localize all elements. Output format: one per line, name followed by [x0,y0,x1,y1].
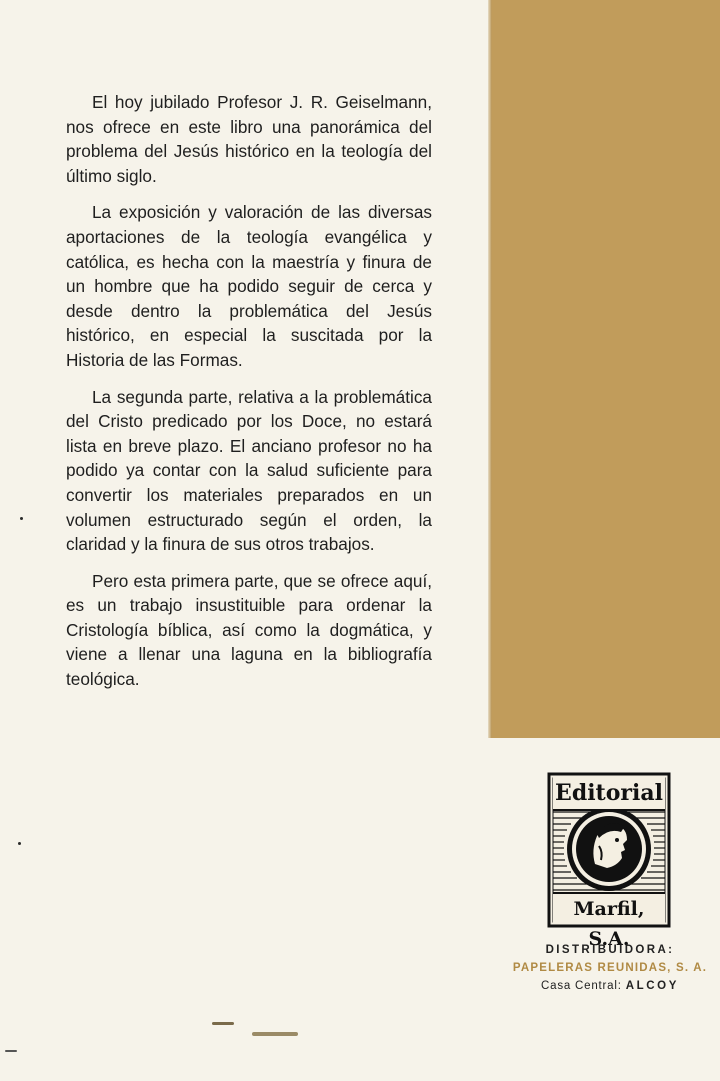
logo-bottom-text: Marfil, S.A. [553,892,665,924]
band-edge [488,0,492,738]
paragraph-text: El hoy jubilado Profesor J. R. Geiselmann, nos ofrece en este libro una panorámica del problema del Jesús histórico en la teología del último siglo. [66,92,432,186]
distributor-company: PAPELERAS REUNIDAS, S. A. [512,962,708,974]
publisher-logo [547,772,671,950]
blurb-text [66,90,432,704]
paragraph-text: La segunda parte, relativa a la problemática del Cristo predicado por los Doce, no estará lista en breve plazo. El anciano profesor no ha podido ya contar con la salud suficiente para convertir los materiales preparados en un volumen estructurado según el orden, la claridad y la finura de sus otros trabajos. [66,386,432,555]
blurb-paragraph-2 [66,200,432,372]
hq-label: Casa Central: [541,980,622,992]
logo-top-text: Editorial [553,777,665,811]
blurb-paragraph-1 [66,90,432,188]
hq-city: ALCOY [625,980,679,992]
paper-stain [252,1032,298,1036]
paper-speck [18,842,21,845]
blurb-paragraph-3 [66,385,432,557]
distributor-hq [500,980,720,992]
paragraph-text: La exposición y valoración de las diversas aportaciones de la teología evangélica y católica, es hecha con la maestría y finura de un hombre que ha podido seguir de cerca y desde dentro la problemática del Jesús histórico, en especial la suscitada por la Historia de las Formas. [66,202,432,370]
paper-stain [5,1050,17,1052]
paper-stain [212,1022,234,1025]
paper-speck [20,517,23,520]
ochre-color-band [491,0,720,738]
distributor-label: DISTRIBUIDORA: [545,944,675,956]
blurb-paragraph-4 [66,569,432,692]
distributor-info [500,944,720,992]
paragraph-text: Pero esta primera parte, que se ofrece aquí, es un trabajo insustituible para ordenar la Cristología bíblica, así como la dogmática, y viene a llenar una laguna en la bibliografía teológica. [66,570,432,690]
